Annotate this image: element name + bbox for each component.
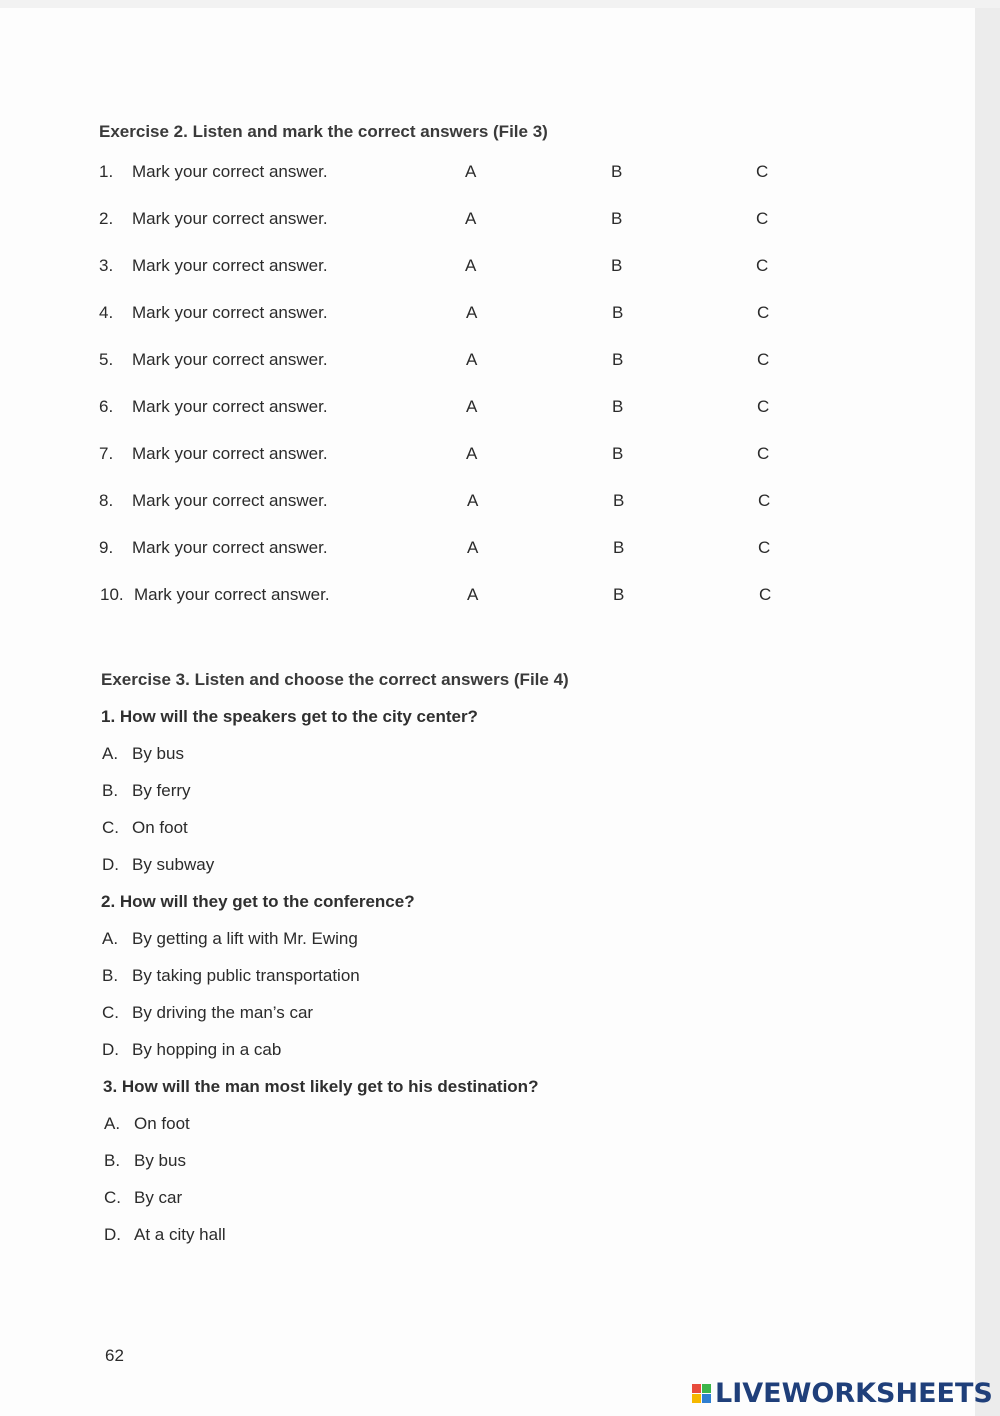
item-number: 7. bbox=[99, 444, 114, 463]
option-b[interactable]: B bbox=[611, 256, 623, 275]
option-b[interactable]: B bbox=[611, 209, 623, 228]
page-number: 62 bbox=[105, 1346, 124, 1365]
option-c[interactable]: C bbox=[759, 585, 772, 604]
option-c[interactable]: C bbox=[757, 303, 770, 322]
option-b[interactable]: B bbox=[611, 162, 623, 181]
option-text: By driving the man’s car bbox=[132, 1003, 314, 1022]
item-text: Mark your correct answer. bbox=[132, 162, 328, 181]
item-number: 2. bbox=[99, 209, 114, 228]
item-text: Mark your correct answer. bbox=[132, 444, 328, 463]
option-b[interactable]: B bbox=[613, 585, 625, 604]
answer-option[interactable] bbox=[102, 744, 184, 764]
option-letter: B. bbox=[104, 1151, 121, 1170]
option-c[interactable]: C bbox=[757, 444, 770, 463]
option-text: On foot bbox=[132, 818, 188, 837]
answer-row bbox=[99, 350, 799, 374]
answer-option[interactable] bbox=[104, 1114, 190, 1134]
option-letter: C. bbox=[102, 818, 119, 837]
option-b[interactable]: B bbox=[612, 303, 624, 322]
item-number: 9. bbox=[99, 538, 114, 557]
answer-option[interactable] bbox=[102, 929, 358, 949]
question-3: 3. How will the man most likely get to his destination? bbox=[103, 1077, 539, 1096]
option-text: By hopping in a cab bbox=[132, 1040, 282, 1059]
item-text: Mark your correct answer. bbox=[134, 585, 330, 604]
answer-option[interactable] bbox=[102, 966, 360, 986]
option-text: By bus bbox=[132, 744, 184, 763]
option-letter: C. bbox=[104, 1188, 121, 1207]
answer-option[interactable] bbox=[104, 1188, 182, 1208]
item-text: Mark your correct answer. bbox=[132, 397, 328, 416]
answer-option[interactable] bbox=[102, 1003, 313, 1023]
option-b[interactable]: B bbox=[613, 491, 625, 510]
answer-row bbox=[99, 209, 799, 233]
answer-row bbox=[99, 444, 799, 468]
exercise-2-title: Exercise 2. Listen and mark the correct answers (File 3) bbox=[99, 122, 548, 141]
option-c[interactable]: C bbox=[758, 538, 771, 557]
option-a[interactable]: A bbox=[467, 491, 479, 510]
option-c[interactable]: C bbox=[756, 209, 769, 228]
option-text: By car bbox=[134, 1188, 183, 1207]
option-b[interactable]: B bbox=[612, 350, 624, 369]
option-a[interactable]: A bbox=[465, 162, 477, 181]
item-text: Mark your correct answer. bbox=[132, 256, 328, 275]
option-letter: A. bbox=[104, 1114, 121, 1133]
option-c[interactable]: C bbox=[756, 162, 769, 181]
option-b[interactable]: B bbox=[613, 538, 625, 557]
answer-row bbox=[99, 538, 799, 562]
option-b[interactable]: B bbox=[612, 397, 624, 416]
question-1: 1. How will the speakers get to the city center? bbox=[101, 707, 478, 726]
answer-row bbox=[99, 491, 799, 515]
option-a[interactable]: A bbox=[466, 303, 478, 322]
option-a[interactable]: A bbox=[466, 350, 478, 369]
answer-row bbox=[99, 397, 799, 421]
answer-option[interactable] bbox=[104, 1225, 226, 1245]
item-number: 4. bbox=[99, 303, 114, 322]
option-a[interactable]: A bbox=[465, 256, 477, 275]
question-2: 2. How will they get to the conference? bbox=[101, 892, 415, 911]
option-letter: B. bbox=[102, 781, 119, 800]
answer-option[interactable] bbox=[102, 818, 188, 838]
item-number: 3. bbox=[99, 256, 114, 275]
option-c[interactable]: C bbox=[756, 256, 769, 275]
option-a[interactable]: A bbox=[466, 397, 478, 416]
option-letter: B. bbox=[102, 966, 119, 985]
option-c[interactable]: C bbox=[757, 350, 770, 369]
item-text: Mark your correct answer. bbox=[132, 209, 328, 228]
option-letter: A. bbox=[102, 744, 119, 763]
answer-row bbox=[99, 303, 799, 327]
option-text: On foot bbox=[134, 1114, 190, 1133]
answer-row bbox=[99, 585, 799, 609]
answer-option[interactable] bbox=[102, 855, 214, 875]
option-c[interactable]: C bbox=[758, 491, 771, 510]
item-number: 6. bbox=[99, 397, 114, 416]
option-letter: D. bbox=[102, 1040, 119, 1059]
liveworksheets-icon bbox=[692, 1384, 711, 1403]
option-letter: A. bbox=[102, 929, 119, 948]
answer-option[interactable] bbox=[104, 1151, 186, 1171]
item-number: 10. bbox=[100, 585, 124, 604]
logo-text: LIVEWORKSHEETS bbox=[715, 1377, 993, 1409]
item-text: Mark your correct answer. bbox=[132, 491, 328, 510]
answer-option[interactable] bbox=[102, 1040, 281, 1060]
option-text: By bus bbox=[134, 1151, 186, 1170]
option-text: By getting a lift with Mr. Ewing bbox=[132, 929, 358, 948]
liveworksheets-logo[interactable] bbox=[692, 1378, 993, 1408]
option-text: By subway bbox=[132, 855, 215, 874]
page-edge bbox=[975, 8, 1000, 1416]
option-text: By taking public transportation bbox=[132, 966, 360, 985]
option-text: By ferry bbox=[132, 781, 191, 800]
option-a[interactable]: A bbox=[465, 209, 477, 228]
option-letter: D. bbox=[102, 855, 119, 874]
option-text: At a city hall bbox=[134, 1225, 226, 1244]
item-number: 1. bbox=[99, 162, 114, 181]
item-number: 8. bbox=[99, 491, 114, 510]
answer-row bbox=[99, 256, 799, 280]
item-text: Mark your correct answer. bbox=[132, 350, 328, 369]
option-letter: D. bbox=[104, 1225, 121, 1244]
option-a[interactable]: A bbox=[467, 585, 479, 604]
exercise-3-title: Exercise 3. Listen and choose the correct answers (File 4) bbox=[101, 670, 569, 689]
option-c[interactable]: C bbox=[757, 397, 770, 416]
option-b[interactable]: B bbox=[612, 444, 624, 463]
answer-row bbox=[99, 162, 799, 186]
option-a[interactable]: A bbox=[467, 538, 479, 557]
item-number: 5. bbox=[99, 350, 114, 369]
item-text: Mark your correct answer. bbox=[132, 538, 328, 557]
option-letter: C. bbox=[102, 1003, 119, 1022]
item-text: Mark your correct answer. bbox=[132, 303, 328, 322]
answer-option[interactable] bbox=[102, 781, 191, 801]
option-a[interactable]: A bbox=[466, 444, 478, 463]
